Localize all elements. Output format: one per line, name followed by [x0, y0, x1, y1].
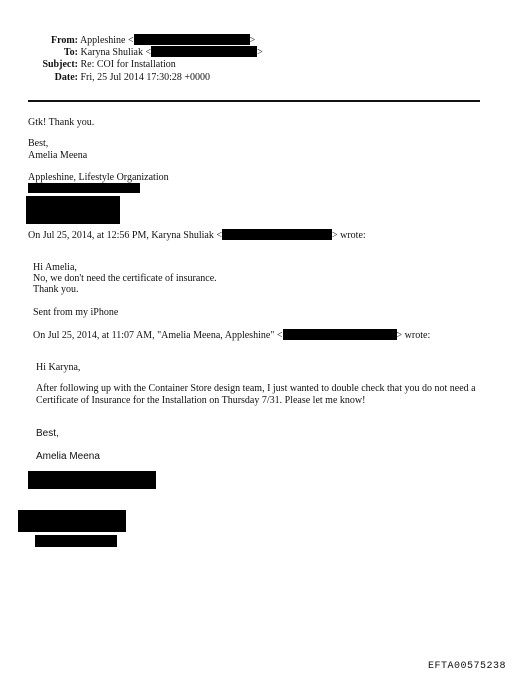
quote1-intro-suffix: > wrote: — [331, 230, 366, 241]
from-label: From: — [50, 35, 78, 46]
quote2-intro-prefix: On Jul 25, 2014, at 11:07 AM, "Amelia Meena, Appleshine" < — [33, 330, 283, 341]
quote2-intro — [33, 329, 430, 342]
quote2-greeting: Hi Karyna, — [36, 362, 81, 373]
quote1-body: No, we don't need the certificate of insurance. — [33, 273, 217, 284]
redaction-box — [134, 34, 250, 45]
reply-closing: Best, — [28, 138, 49, 149]
quote2-name: Amelia Meena — [36, 451, 100, 462]
quote2-body-line1: After following up with the Container Store design team, I just wanted to double check that you do not need a — [36, 383, 476, 394]
date-label: Date: — [54, 72, 78, 83]
redaction-box — [18, 510, 126, 532]
quote2-body-line2: Certificate of Insurance for the Installation on Thursday 7/31. Please let me know! — [36, 395, 366, 406]
document-id: EFTA00575238 — [427, 661, 506, 672]
subject-label: Subject: — [42, 59, 78, 70]
date-value: Fri, 25 Jul 2014 17:30:28 +0000 — [80, 72, 211, 83]
quote1-intro — [28, 229, 366, 242]
redaction-box — [283, 329, 397, 340]
quote2-intro-suffix: > wrote: — [396, 330, 431, 341]
reply-line: Gtk! Thank you. — [28, 117, 95, 128]
quote2-closing: Best, — [36, 428, 59, 439]
quote1-intro-prefix: On Jul 25, 2014, at 12:56 PM, Karyna Shuliak < — [28, 230, 222, 241]
subject-value: Re: COI for Installation — [80, 59, 176, 70]
reply-name: Amelia Meena — [28, 150, 88, 161]
redaction-box — [35, 535, 117, 547]
redaction-box — [28, 471, 156, 489]
quote1-thanks: Thank you. — [33, 284, 79, 295]
redaction-box — [222, 229, 332, 240]
to-close: > — [257, 47, 263, 58]
header-divider — [28, 100, 480, 102]
header-date-row — [8, 72, 210, 84]
from-value: Appleshine < — [79, 35, 134, 46]
redaction-box — [26, 196, 120, 224]
header-to-row — [8, 46, 263, 59]
redaction-box — [28, 183, 140, 193]
to-value: Karyna Shuliak < — [80, 47, 152, 58]
from-close: > — [249, 35, 256, 46]
to-label: To: — [63, 47, 78, 58]
reply-org: Appleshine, Lifestyle Organization — [28, 172, 169, 183]
quote1-greeting: Hi Amelia, — [33, 262, 77, 273]
quote1-sent-from: Sent from my iPhone — [33, 307, 119, 318]
header-subject-row — [8, 59, 176, 71]
redaction-box — [151, 46, 257, 57]
